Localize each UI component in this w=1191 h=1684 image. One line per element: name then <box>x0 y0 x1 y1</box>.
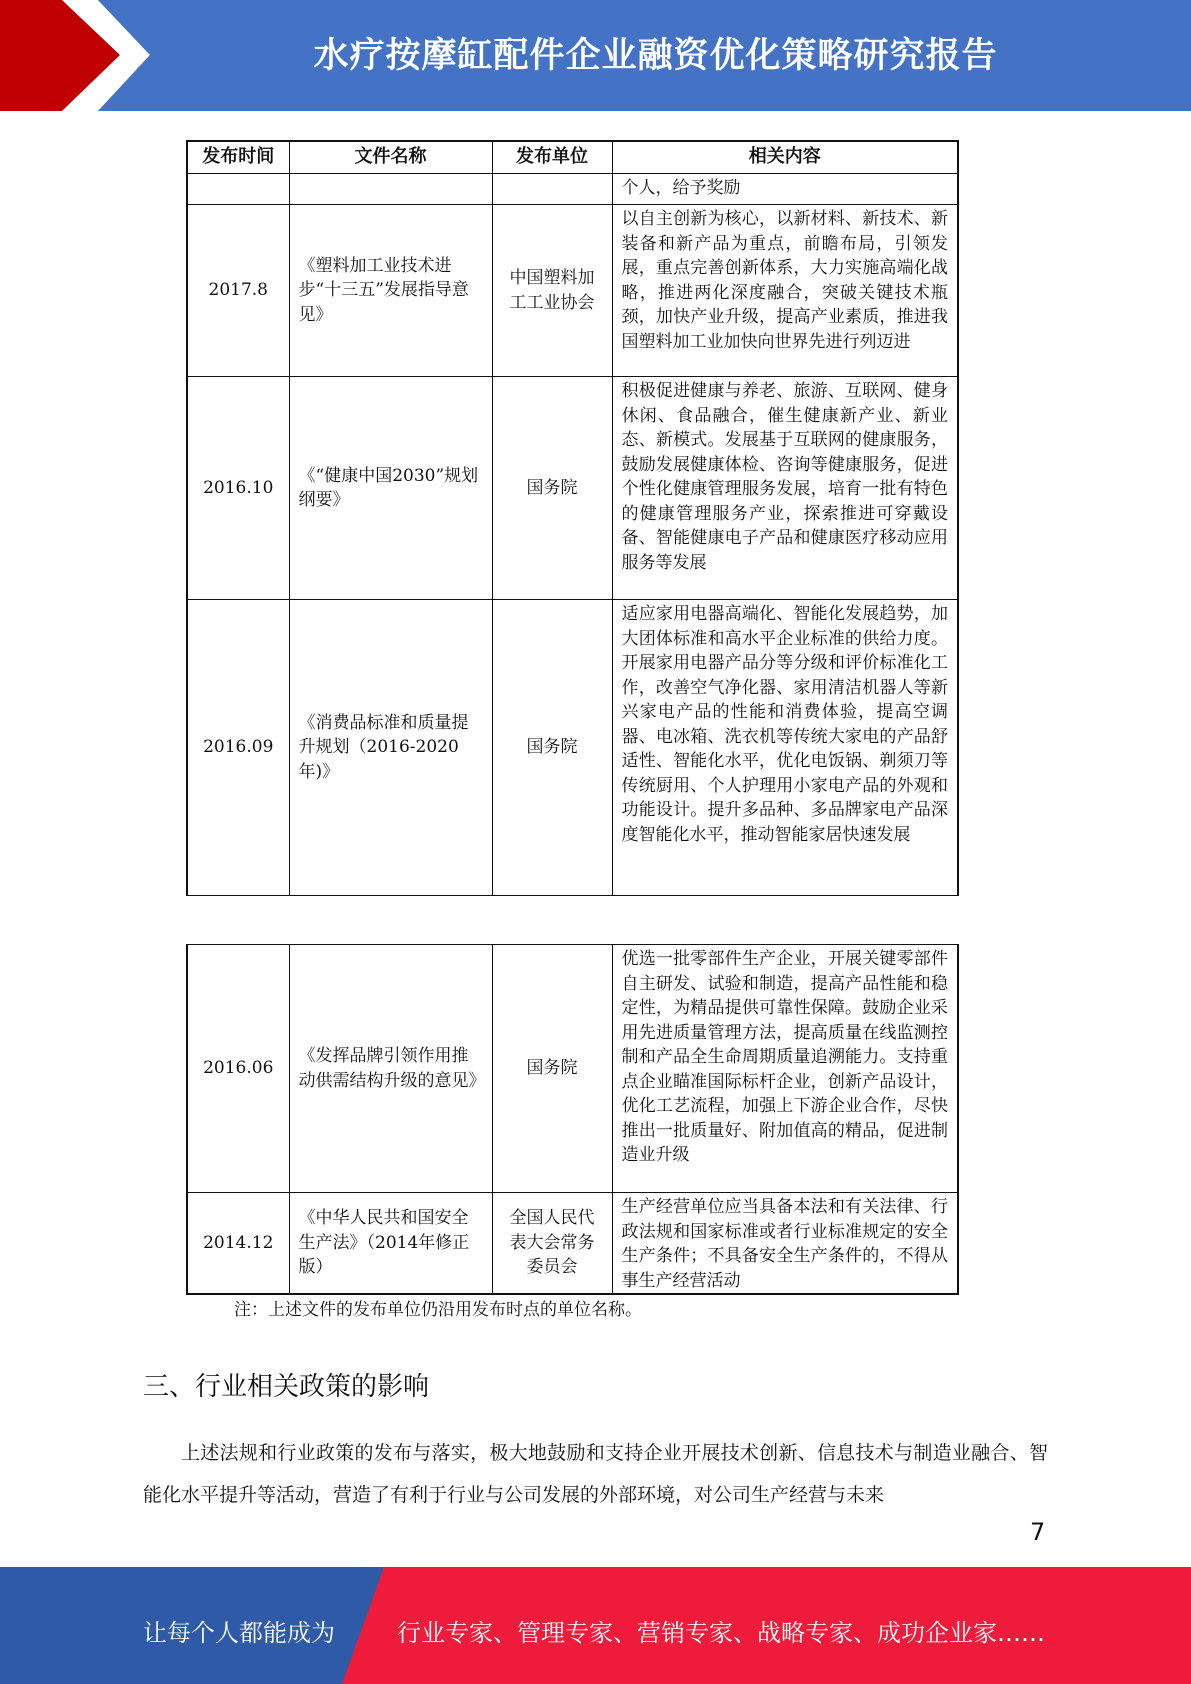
section-heading: 三、行业相关政策的影响 <box>143 1372 430 1402</box>
cell-content: 优选一批零部件生产企业，开展关键零部件自主研发、试验和制造，提高产品性能和稳定性，为精品提供可靠性保障。鼓励企业采用先进质量管理方法，提高质量在线监测控制和产品全生命周期质量追溯能力。支持重点企业瞄准国际标杆企业，创新产品设计，优化工艺流程，加强上下游企业合作，尽快推出一批质量好、附加值高的精品，促进制造业升级 <box>612 945 958 1193</box>
table-row <box>187 377 958 600</box>
page-footer <box>0 1567 1191 1684</box>
cell-org: 国务院 <box>492 945 612 1193</box>
table-row <box>187 205 958 377</box>
cell-date <box>187 174 289 205</box>
table-row <box>187 945 958 1193</box>
table-row <box>187 600 958 896</box>
header-name: 文件名称 <box>289 141 492 174</box>
cell-org <box>492 174 612 205</box>
cell-name: 《消费品标准和质量提升规划（2016-2020年)》 <box>289 600 492 896</box>
cell-date: 2014.12 <box>187 1193 289 1295</box>
cell-org: 全国人民代表大会常务委员会 <box>492 1193 612 1295</box>
cell-org: 国务院 <box>492 600 612 896</box>
page-number: 7 <box>1030 1518 1046 1546</box>
report-title: 水疗按摩缸配件企业融资优化策略研究报告 <box>313 36 998 76</box>
cell-content: 以自主创新为核心，以新材料、新技术、新装备和新产品为重点，前瞻布局，引领发展，重点完善创新体系，大力实施高端化战略，推进两化深度融合，突破关键技术瓶颈，加快产业升级，提高产业素质，推进我国塑料加工业加快向世界先进行列迈进 <box>612 205 958 377</box>
cell-name: 《中华人民共和国安全生产法》（2014年修正版） <box>289 1193 492 1295</box>
table-header-row <box>187 141 958 174</box>
cell-org: 中国塑料加工工业协会 <box>492 205 612 377</box>
cell-name <box>289 174 492 205</box>
policy-table-part-2 <box>186 944 959 1295</box>
table-row <box>187 1193 958 1295</box>
footer-slogan-right: 行业专家、管理专家、营销专家、战略专家、成功企业家…… <box>397 1619 1045 1647</box>
cell-name: 《“健康中国2030”规划纲要》 <box>289 377 492 600</box>
cell-name: 《发挥品牌引领作用推动供需结构升级的意见》 <box>289 945 492 1193</box>
table-row <box>187 174 958 205</box>
header-content: 相关内容 <box>612 141 958 174</box>
body-paragraph: 上述法规和行业政策的发布与落实，极大地鼓励和支持企业开展技术创新、信息技术与制造业融合、智能化水平提升等活动，营造了有利于行业与公司发展的外部环境，对公司生产经营与未来 <box>143 1442 1048 1506</box>
cell-content: 生产经营单位应当具备本法和有关法律、行政法规和国家标准或者行业标准规定的安全生产条件；不具备安全生产条件的，不得从事生产经营活动 <box>612 1193 958 1295</box>
table-note: 注：上述文件的发布单位仍沿用发布时点的单位名称。 <box>234 1300 642 1320</box>
cell-content: 适应家用电器高端化、智能化发展趋势，加大团体标准和高水平企业标准的供给力度。开展家用电器产品分等分级和评价标准化工作，改善空气净化器、家用清洁机器人等新兴家电产品的性能和消费体验，提高空调器、电冰箱、洗衣机等传统大家电的产品舒适性、智能化水平，优化电饭锅、剃须刀等传统厨用、个人护理用小家电产品的外观和功能设计。提升多品种、多品牌家电产品深度智能化水平，推动智能家居快速发展 <box>612 600 958 896</box>
footer-slogan-left: 让每个人都能成为 <box>143 1619 335 1647</box>
policy-table-part-1 <box>186 140 959 896</box>
header-arrow-decoration <box>0 0 160 111</box>
cell-org: 国务院 <box>492 377 612 600</box>
cell-name: 《塑料加工业技术进步“十三五”发展指导意见》 <box>289 205 492 377</box>
cell-date: 2017.8 <box>187 205 289 377</box>
header-org: 发布单位 <box>492 141 612 174</box>
cell-content: 积极促进健康与养老、旅游、互联网、健身休闲、食品融合，催生健康新产业、新业态、新模式。发展基于互联网的健康服务，鼓励发展健康体检、咨询等健康服务，促进个性化健康管理服务发展，培育一批有特色的健康管理服务产业，探索推进可穿戴设备、智能健康电子产品和健康医疗移动应用服务等发展 <box>612 377 958 600</box>
cell-date: 2016.10 <box>187 377 289 600</box>
cell-date: 2016.09 <box>187 600 289 896</box>
page-header <box>0 0 1191 111</box>
cell-content: 个人，给予奖励 <box>612 174 958 205</box>
header-date: 发布时间 <box>187 141 289 174</box>
cell-date: 2016.06 <box>187 945 289 1193</box>
